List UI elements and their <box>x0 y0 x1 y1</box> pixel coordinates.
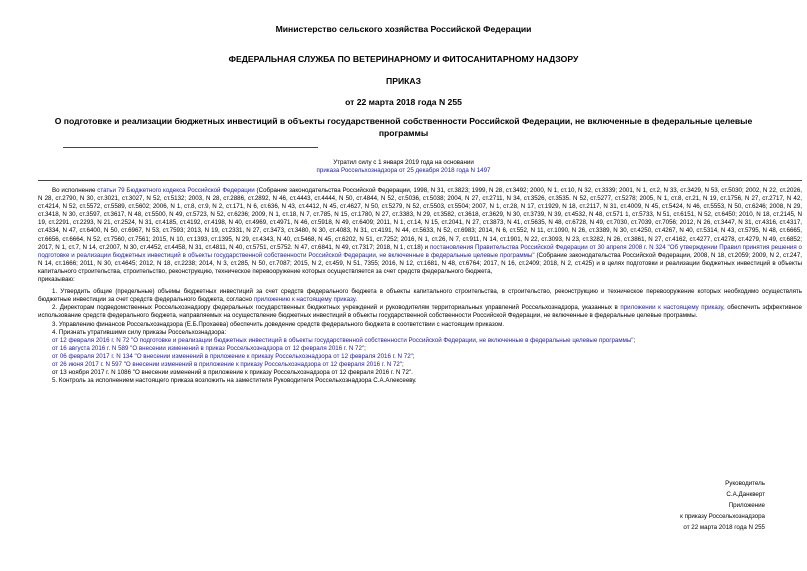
repealed-order-item: от 26 июня 2017 г. N 597 "О внесении изменений в приложение к приказу Россельхознадзора от 12 февраля 2016 г. N 72"; <box>52 360 404 368</box>
signer-role: Руководитель <box>725 480 765 487</box>
repealed-order-item: от 06 февраля 2017 г. N 134 "О внесении изменений в приложение к приказу Россельхознадзора от 12 февраля 2016 г. N 72"; <box>52 352 415 360</box>
document-date: от 22 марта 2018 года N 255 <box>345 97 462 107</box>
paragraph-3: 3. Управлению финансов Россельхознадзора (Е.Б.Прохаева) обеспечить доведение средств федерального бюджета в соответствии с настоящим приказом. <box>52 320 505 328</box>
order-word: приказываю: <box>38 276 75 284</box>
notice-divider <box>38 180 802 181</box>
government-decree-link[interactable]: постановления Правительства Российской Федерации от 30 апреля 2008 г. N 324 "Об утверждении Правил принятия решения о подготовке и реализации бюджетных инвестиций в объекты государственной собственности Российской Федерации, не включенные в федеральные целевые программы" <box>38 243 802 259</box>
repealed-order-item: от 12 февраля 2016 г. N 72 "О подготовке и реализации бюджетных инвестиций в объекты государственной собственности Российской Федерации, не включенные в федеральные целевые программы"; <box>52 336 636 344</box>
signer-name: С.А.Данкверт <box>726 491 765 498</box>
appendix-link[interactable]: приложению к настоящему приказу <box>253 296 356 304</box>
document-title: О подготовке и реализации бюджетных инвестиций в объекты государственной собственности Российской Федерации, не включенные в федеральные целевые программы <box>54 116 753 138</box>
ministry-name: Министерство сельского хозяйства Российской Федерации <box>275 24 532 34</box>
appendix-link[interactable]: приложении к настоящему приказу <box>620 304 723 312</box>
repealed-order-item: от 13 ноября 2017 г. N 1086 "О внесении изменений в приложение к приказу Россельхознадзора от 12 февраля 2016 г. N 72". <box>52 369 413 377</box>
paragraph-5: 5. Контроль за исполнением настоящего приказа возложить на заместителя Руководителя Россельхознадзора С.А.Алексееву. <box>52 377 417 385</box>
repeal-notice-link[interactable]: приказа Россельхознадзора от 25 декабря 2018 года N 1497 <box>316 167 491 174</box>
service-name: ФЕДЕРАЛЬНАЯ СЛУЖБА ПО ВЕТЕРИНАРНОМУ И ФИТОСАНИТАРНОМУ НАДЗОРУ <box>228 54 579 64</box>
budget-code-article-link[interactable]: статьи 79 Бюджетного кодекса Российской Федерации <box>97 187 255 194</box>
appendix-date: от 22 марта 2018 года N 255 <box>683 524 765 531</box>
appendix-reference: к приказу Россельхознадзора <box>680 513 765 520</box>
signature-block <box>680 478 765 533</box>
document-body <box>38 187 802 385</box>
paragraph-4: 4. Признать утратившими силу приказы Россельхознадзора: <box>52 328 227 336</box>
repealed-order-item: от 16 августа 2016 г. N 589 "О внесении изменений в приказ Россельхознадзора от 12 февраля 2016 г. N 72"; <box>52 344 366 352</box>
repeal-notice: Утратил силу с 1 января 2019 года на основании <box>333 159 474 166</box>
appendix-heading: Приложение <box>728 502 765 509</box>
title-divider <box>63 147 318 148</box>
intro-paragraph: Во исполнение статьи 79 Бюджетного кодекса Российской Федерации (Собрание законодательства Российской Федерации, 1998, N 31, ст.3823; 1999, N 28, ст.3492; 2000, N 1, ст.10, N 32, ст.3339; 2001, N 1, ст.2, N 33, ст.3429, N 53, ст.5030; 2002, N 22, ст.2026, N 28, ст.2790, N 30, ст.3021, ст.3027, N 52, ст.5132; 2003, N 28, ст.2886, ст.2892, N 46, ст.4443, ст.4444, N 50, ст.4844, N 52, ст.5036, ст.5038; 2004, N 27, ст.2711, N 34, ст.3526, ст.3535. N 52, ст.5277, ст.5278; 2005, N 1, ст.8, ст.21, N 19, ст.1756, N 27, ст.2717, N 42, ст.4214, N 52, ст.5572, ст.5589, ст.5602; 2006, N 1, ст.8, ст.9, N 2, ст.171, N 6, ст.636, N 43, ст.4412, N 45, ст.4627, N 50, ст.5279, N 52, ст.5503, ст.5504; 2007, N 1, ст.28, N 17, ст.1929, N 18, ст.2117, N 31, ст.4009, N 45, ст.5424, N 46, ст.5553, N 50, ст.6246; 2008, N 29, ст.3418, N 30, ст.3597, ст.3617, N 48, ст.5500, N 49, ст.5723, N 52, ст.6236; 2009, N 1, ст.18, N 7, ст.785, N 15, ст.1780, N 27, ст.3383, N 29, ст.3582, ст.3618, ст.3629, N 30, ст.3739, N 39, ст.4532, N 48, ст.571 1, ст.5733, N 51, ст.6151, N 52, ст.6450; 2010, N 18, ст.2145, N 19, ст.2291, ст.2293, N 21, ст.2524, N 31, ст.4185, ст.4192, ст.4198, N 40, ст.4969, ст.4971, N 46, ст.5918, N 49, ст.6409; 2011, N 1, ст.14, N 15, ст.2041, N 27, ст.3873, N 41, ст.5635, N 48, ст.6728, N 49, ст.7030, ст.7039, ст.7056; 2012, N 26, ст.3447, N 31, ст.4316, ст.4317, ст.4334, N 47, ст.6400, N 50, ст.6967, N 53, ст.7593; 2013, N 19, ст.2331, N 27, ст.3473, ст.3480, N 30, ст.4083, N 31, ст.4191, N 44, ст.5633, N 52, ст.6983; 2014, N 6, ст.552, N 11, ст.1090, N 26, ст.3389, N 30, ст.4250, ст.4267, N 40, ст.5314, N 43, ст.5795, N 48, ст.6665, ст.6656, ст.6664, N 52, ст.7560, ст.7561; 2015, N 10, ст.1393, ст.1395, N 29, ст.4343, N 40, ст.5468, N 45, ст.6202, N 51, ст.7252; 2016, N 1, ст.26, N 7, ст.911, N 14, ст.1901, N 22, ст.3093, N 23, ст.3282, N 26, ст.3861, N 27, ст.4162, ст.4277, ст.4278, ст.4279, N 49, ст.6852; 2017, N 1, ст.7, N 14, ст.2007, N 30, ст.4452, ст.4458, N 31, ст.4811, N 40, ст.5751, ст.5752. N 47, ст.6841, N 49, ст.7317; 2018, N 1, ст.18) и постановления Правительства Российской Федерации от 30 апреля 2008 г. N 324 "Об утверждении Правил принятия решения о подготовке и реализации бюджетных инвестиций в объекты государственной собственности Российской Федерации, не включенные в федеральные целевые программы" (Собрание законодательства Российской Федерации, 2008, N 18, ст.2059; 2009, N 2, ст.247, N 14, ст.1666; 2011, N 30, ст.4645; 2012, N 18, ст.2238; 2014, N 3, ст.285, N 50, ст.7087; 2015, N 2, ст.459, N 51, 7355; 2016, N 12, ст.1681, N 48, ст.6764; 2017, N 16, ст.2409; 2018, N 2, ст.425) и в целях подготовки и реализации бюджетных инвестиций в объекты капитального строительства, строительство, реконструкцию, техническое перевооружение которых осуществляется за счет средств федерального бюджета, <box>38 187 803 275</box>
document-type: ПРИКАЗ <box>386 76 421 86</box>
paragraph-1: 1. Утвердить общие (предельные) объемы бюджетных инвестиций за счет средств федерального бюджета в объекты капитального строительства, в строительство, реконструкцию и техническое перевооружение которых необходимо осуществлять бюджетные инвестиции за счет средств федерального бюджета, согласно приложению к настоящему приказу. <box>38 288 802 304</box>
paragraph-2: 2. Директорам подведомственных Россельхознадзору федеральных государственных бюджетных учреждений и руководителям территориальных управлений Россельхознадзора, указанных в приложении к настоящему приказу, обеспечить эффективное использование средств федерального бюджета, направляемых на осуществление бюджетных инвестиций в объекты государственной собственности Российской Федерации, не включенные в федеральные целевые программы. <box>38 304 802 320</box>
